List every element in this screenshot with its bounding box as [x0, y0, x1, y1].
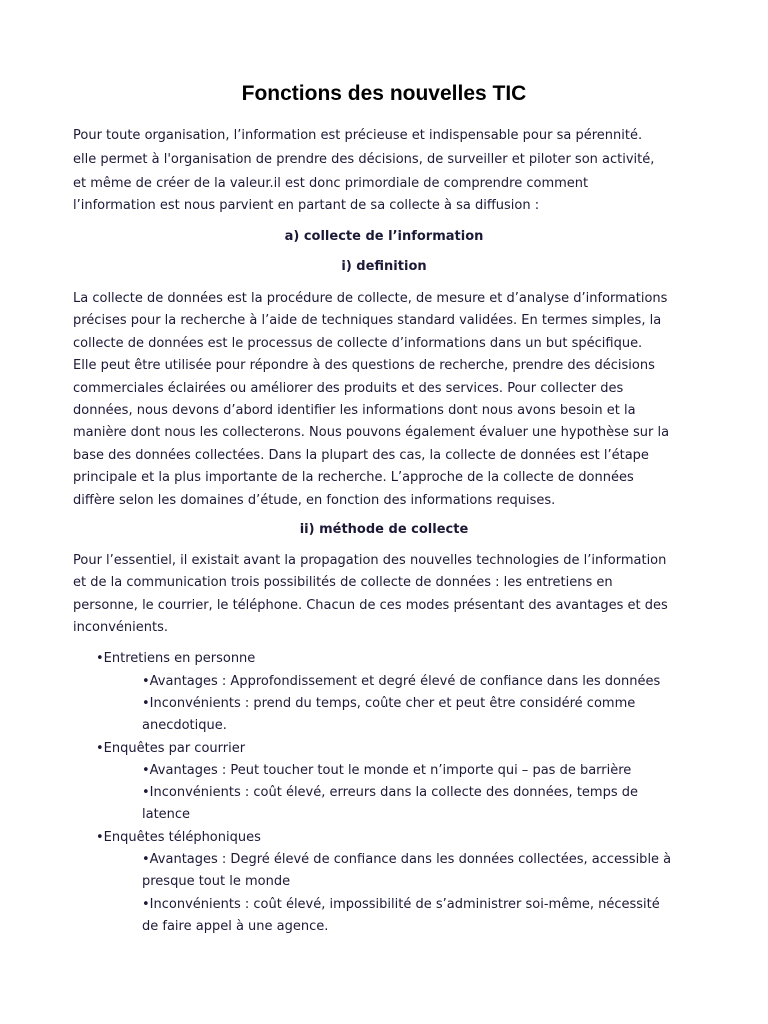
method-item-telephoniques: •Enquêtes téléphoniques — [96, 830, 261, 845]
document-title: Fonctions des nouvelles TIC — [241, 82, 527, 105]
methode-line: personne, le courrier, le téléphone. Chacun de ces modes présentant des avantages et des — [73, 597, 668, 613]
inconvenients-line: anecdotique. — [142, 718, 227, 734]
inconvenients-line: latence — [142, 807, 191, 823]
intro-line: elle permet à l'organisation de prendre des décisions, de surveiller et piloter son activité, — [73, 152, 655, 168]
inconvenients-line: de faire appel à une agence. — [142, 919, 329, 935]
definition-line: diffère selon les domaines d’étude, en fonction des informations requises. — [73, 492, 556, 508]
definition-line: précises pour la recherche à l’aide de techniques standard validées. En termes simples, la — [73, 313, 662, 329]
inconvenients-line: •Inconvénients : coût élevé, impossibilité de s’administrer soi-même, nécessité — [142, 897, 660, 912]
definition-paragraph — [73, 288, 703, 512]
intro-line: Pour toute organisation, l’information est précieuse et indispensable pour sa pérennité. — [73, 128, 643, 143]
method-avantages — [142, 849, 671, 894]
method-item-courrier: •Enquêtes par courrier — [96, 741, 246, 756]
definition-line: données, nous devons d’abord identifier les informations dont nous avons besoin et la — [73, 403, 636, 419]
intro-paragraph — [73, 125, 703, 218]
definition-line: principale et la plus importante de la recherche. L’approche de la collecte de données — [73, 470, 634, 486]
method-inconvenients — [142, 782, 638, 827]
methode-line: Pour l’essentiel, il existait avant la propagation des nouvelles technologies de l’information — [73, 553, 667, 568]
method-avantages — [142, 760, 631, 782]
definition-line: Elle peut être utilisée pour répondre à des questions de recherche, prendre des décisions — [73, 358, 655, 374]
section-heading-a: a) collecte de l’information — [284, 229, 484, 244]
methode-line: et de la communication trois possibilités de collecte de données : les entretiens en — [73, 575, 613, 591]
definition-line: base des données collectées. Dans la plupart des cas, la collecte de données est l’étape — [73, 447, 649, 463]
definition-line: collecte de données est le processus de collecte d’informations dans un but spécifique. — [73, 335, 643, 351]
subsection-heading-i: i) definition — [341, 259, 427, 274]
subsection-heading-ii: ii) méthode de collecte — [299, 522, 469, 537]
method-avantages — [142, 671, 660, 693]
methode-paragraph — [73, 550, 703, 640]
intro-line: l’information est nous parvient en partant de sa collecte à sa diffusion : — [73, 198, 540, 214]
inconvenients-line: •Inconvénients : prend du temps, coûte cher et peut être considéré comme — [142, 696, 636, 711]
method-inconvenients — [142, 894, 660, 939]
avantages-line: •Avantages : Degré élevé de confiance dans les données collectées, accessible à — [142, 852, 672, 867]
methode-line: inconvénients. — [73, 620, 168, 636]
method-inconvenients — [142, 693, 635, 738]
inconvenients-line: •Inconvénients : coût élevé, erreurs dans la collecte des données, temps de — [142, 785, 638, 800]
avantages-line: •Avantages : Peut toucher tout le monde et n’importe qui – pas de barrière — [142, 763, 632, 778]
definition-line: manière dont nous les collecterons. Nous pouvons également évaluer une hypothèse sur la — [73, 425, 670, 441]
method-item-entretiens: •Entretiens en personne — [96, 651, 256, 666]
definition-line: La collecte de données est la procédure de collecte, de mesure et d’analyse d’informations — [73, 291, 668, 306]
avantages-line: presque tout le monde — [142, 874, 291, 890]
intro-line: et même de créer de la valeur.il est donc primordiale de comprendre comment — [73, 175, 589, 191]
avantages-line: •Avantages : Approfondissement et degré élevé de confiance dans les données — [142, 674, 661, 689]
definition-line: commerciales éclairées ou améliorer des produits et des services. Pour collecter des — [73, 380, 624, 396]
